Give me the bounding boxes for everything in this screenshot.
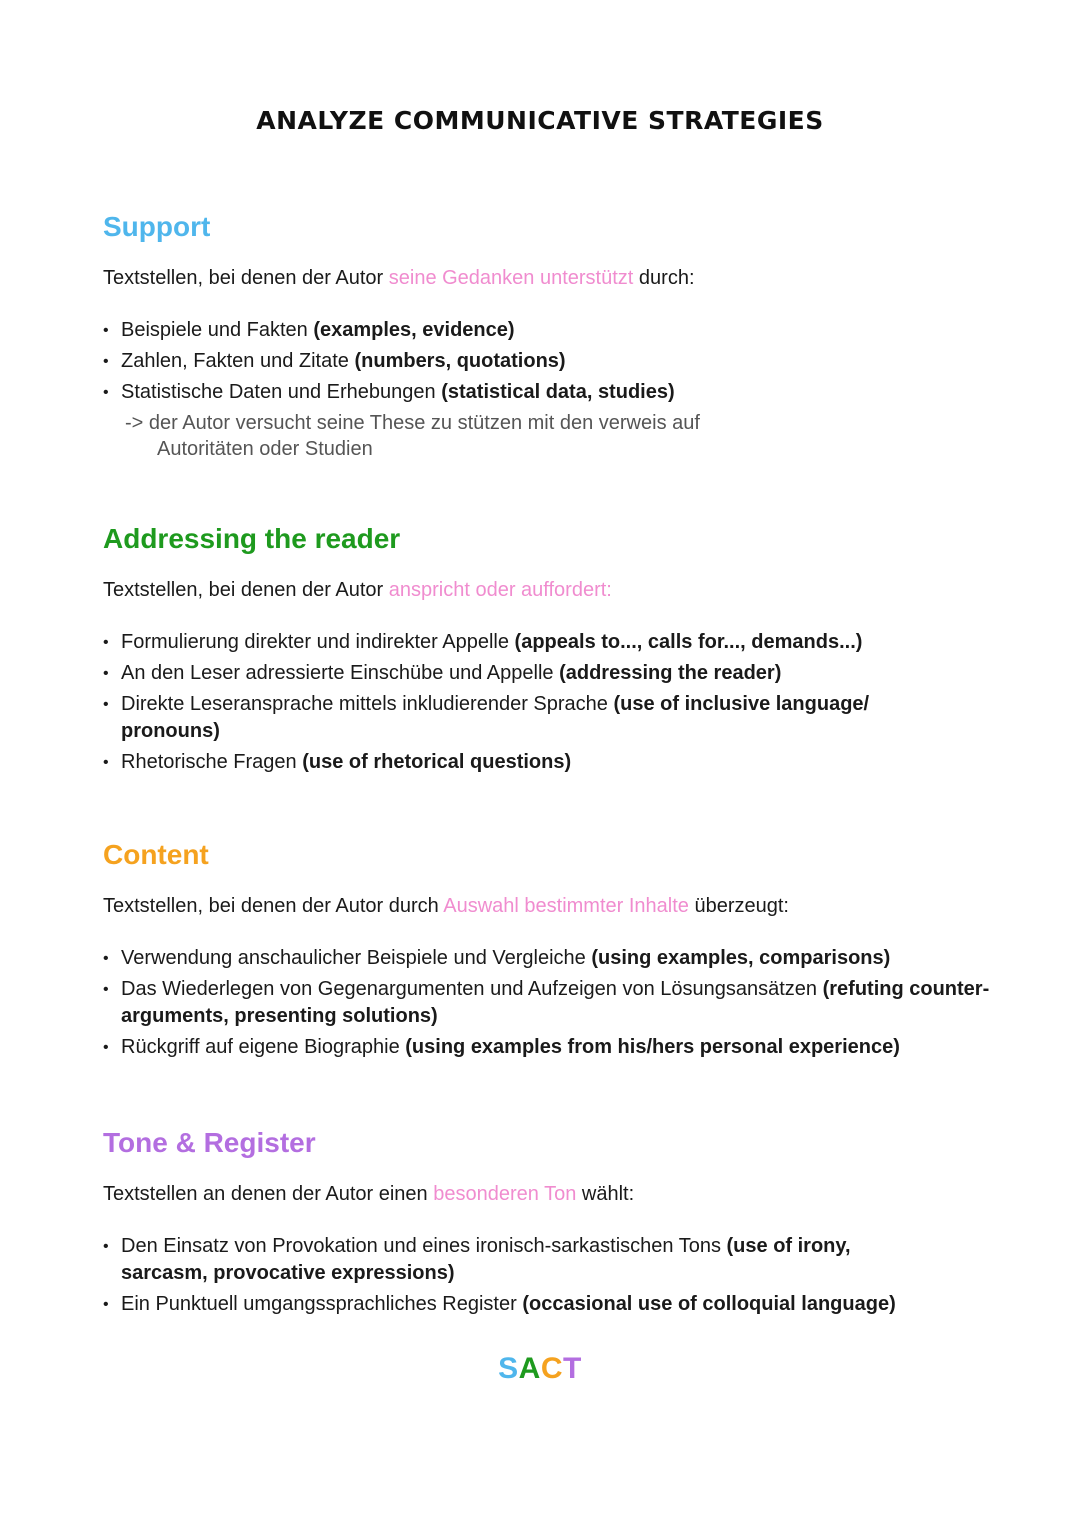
bullet-icon: • [103,950,109,967]
section-support [103,210,1003,462]
intro-text: Textstellen, bei denen der Autor durch [103,895,444,917]
item-text: Das Wiederlegen von Gegenargumenten und Aufzeigen von Lösungsansätzen [121,978,823,1000]
note-line: Autoritäten oder Studien [157,438,373,460]
acronym-letter: A [518,1352,541,1385]
item-text: Formulierung direkter und indirekter Appelle [121,631,515,653]
item-text: Rückgriff auf eigene Biographie [121,1036,406,1058]
note-line: -> der Autor versucht seine These zu stützen mit den verweis auf [125,412,700,434]
section-heading: Content [103,839,209,870]
section-addressing-reader [103,522,1003,780]
bullet-icon: • [103,384,109,401]
section-tone-register [103,1126,1003,1322]
list-item [103,317,1003,344]
list-item [103,660,1003,687]
section-content [103,838,1003,1065]
intro-text-end: überzeugt: [688,895,789,917]
list-item [103,1291,1003,1318]
bullet-icon: • [103,1039,109,1056]
list-item [103,691,951,745]
item-term: (use of rhetorical questions) [302,751,572,773]
intro-text-end: durch: [633,267,695,289]
list-item [103,1034,1003,1061]
bullet-list [103,1233,1003,1318]
bullet-list [103,629,1003,776]
item-text: Ein Punktuell umgangssprachliches Register [121,1293,523,1315]
bullet-list [103,945,1003,1061]
section-intro [103,893,1003,919]
intro-highlight: Auswahl bestimmter Inhalte [443,895,689,917]
item-text: An den Leser adressierte Einschübe und Appelle [121,662,560,684]
bullet-icon: • [103,322,109,339]
bullet-icon: • [103,353,109,370]
acronym-letter: C [540,1352,564,1385]
section-intro [103,1181,1003,1207]
intro-highlight: seine Gedanken unterstützt [388,267,634,289]
intro-text: Textstellen an denen der Autor einen [103,1183,434,1205]
item-text: Rhetorische Fragen [121,751,303,773]
item-term: (use of irony, sarcasm, provocative expressions) [121,1235,851,1284]
item-term: (numbers, quotations) [354,350,566,372]
item-term: (using examples, comparisons) [591,947,891,969]
acronym-letter: S [498,1352,519,1385]
bullet-icon: • [103,1238,109,1255]
item-term: (appeals to..., calls for..., demands...) [514,631,863,653]
item-text: Direkte Leseransprache mittels inkludierender Sprache [121,693,614,715]
item-term: (using examples from his/hers personal experience) [405,1036,900,1058]
item-text: Den Einsatz von Provokation und eines ironisch-sarkastischen Tons [121,1235,727,1257]
list-item [103,749,1003,776]
intro-text-end: wählt: [576,1183,635,1205]
section-heading: Tone & Register [103,1127,316,1158]
intro-text: Textstellen, bei denen der Autor [103,579,389,601]
item-text: Zahlen, Fakten und Zitate [121,350,355,372]
section-heading: Addressing the reader [103,523,401,554]
item-term: (occasional use of colloquial language) [522,1293,896,1315]
bullet-list [103,317,1003,406]
bullet-icon: • [103,754,109,771]
section-intro [103,265,1003,291]
section-intro [103,577,1003,603]
acronym-letter: T [563,1352,582,1385]
item-term: (examples, evidence) [313,319,515,341]
bullet-icon: • [103,1296,109,1313]
bullet-icon: • [103,696,109,713]
list-item [103,976,1001,1030]
list-item [103,379,1003,406]
intro-highlight: besonderen Ton [433,1183,577,1205]
list-item [103,629,1003,656]
list-item [103,945,1003,972]
acronym [0,1352,1080,1386]
item-term: (refuting counter-arguments, presenting solutions) [121,978,990,1027]
intro-highlight: anspricht oder auffordert: [388,579,612,601]
bullet-icon: • [103,634,109,651]
bullet-icon: • [103,981,109,998]
page-title: ANALYZE COMMUNICATIVE STRATEGIES [256,106,824,135]
item-text: Verwendung anschaulicher Beispiele und Vergleiche [121,947,592,969]
list-item [103,1233,941,1287]
item-term: (statistical data, studies) [441,381,675,403]
list-item [103,348,1003,375]
item-term: (use of inclusive language/ pronouns) [121,693,870,742]
item-text: Beispiele und Fakten [121,319,314,341]
section-heading: Support [103,211,211,242]
item-text: Statistische Daten und Erhebungen [121,381,442,403]
item-term: (addressing the reader) [559,662,782,684]
note [125,410,1003,462]
bullet-icon: • [103,665,109,682]
intro-text: Textstellen, bei denen der Autor [103,267,389,289]
